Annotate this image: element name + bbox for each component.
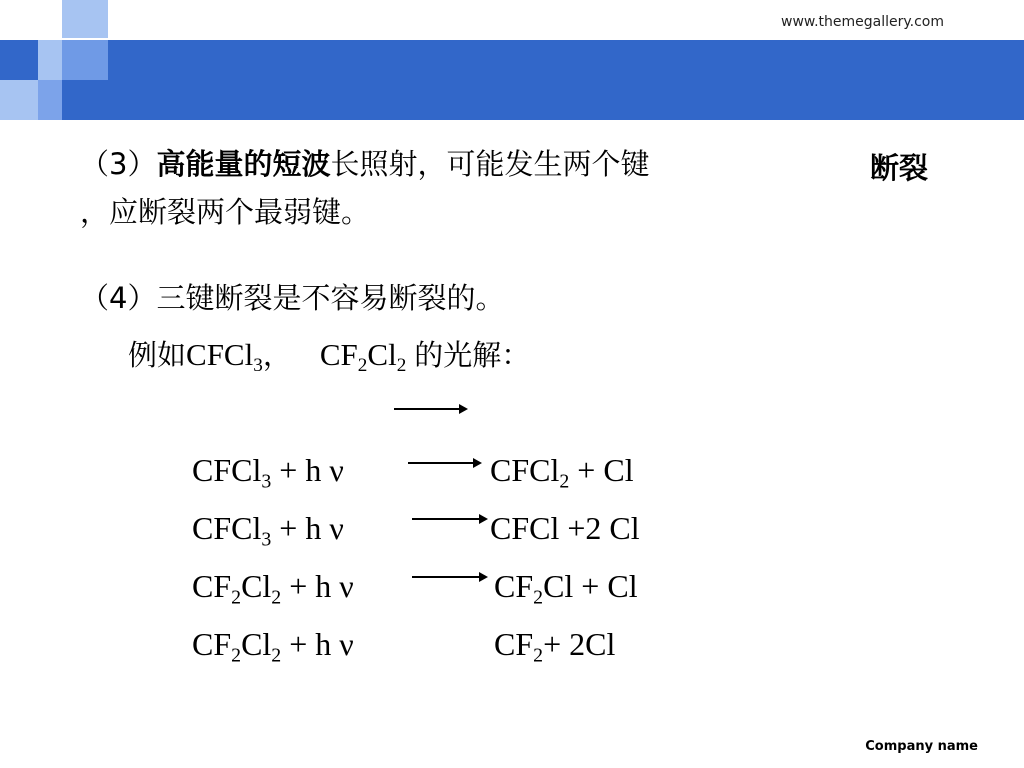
deco-square	[62, 40, 108, 80]
deco-square	[0, 80, 38, 120]
equation-2	[192, 510, 640, 551]
reaction-arrow	[408, 462, 480, 464]
example-prefix: 例如	[128, 338, 187, 372]
point-3-emphasis: 高能量的短波	[156, 147, 331, 181]
point-3-emphasis-2: 断裂	[870, 151, 929, 185]
point-3-line-1	[80, 146, 649, 182]
equation-rhs: $CF_2Cl + Cl$	[494, 568, 638, 609]
equation-3	[192, 568, 638, 609]
formula-cf2cl2: $CF_2Cl_2$	[319, 337, 407, 377]
stray-arrow	[394, 408, 466, 410]
point-3-number: （3）	[80, 147, 157, 181]
equation-lhs: CFCl$_3$ + h ν	[192, 452, 344, 493]
point-4	[80, 280, 504, 316]
header-band	[0, 40, 1024, 120]
point-4-number: （4）	[80, 281, 157, 315]
equation-rhs: CFCl +2 Cl	[490, 510, 640, 546]
equation-rhs: CFCl$_2$ + Cl	[490, 452, 634, 493]
equation-lhs: $CF_2Cl_2 + h$ ν	[192, 626, 354, 667]
equation-lhs: $CF_2Cl_2 + h$ ν	[192, 568, 354, 609]
company-name: Company name	[865, 739, 978, 754]
point-3-text: 长照射，可能发生两个键	[330, 147, 650, 181]
example-separator: ，	[262, 338, 292, 372]
deco-square	[38, 80, 62, 120]
point-3-line-2: ，应断裂两个最弱键。	[80, 195, 371, 229]
equation-1	[192, 452, 634, 493]
equation-lhs: CFCl$_3$ + h ν	[192, 510, 344, 551]
example-suffix: 的光解：	[414, 338, 531, 372]
point-4-text: 三键断裂是不容易断裂的。	[156, 281, 505, 315]
example-line	[128, 336, 530, 375]
deco-square	[38, 40, 62, 80]
reaction-arrow	[412, 518, 486, 520]
equation-4	[192, 626, 616, 667]
reaction-arrow	[412, 576, 486, 578]
website-url: www.themegallery.com	[781, 14, 944, 30]
equation-rhs: $CF_2+ 2Cl$	[494, 626, 616, 667]
deco-square	[62, 0, 108, 38]
formula-cfcl3: CFCl$_3$	[186, 337, 263, 377]
